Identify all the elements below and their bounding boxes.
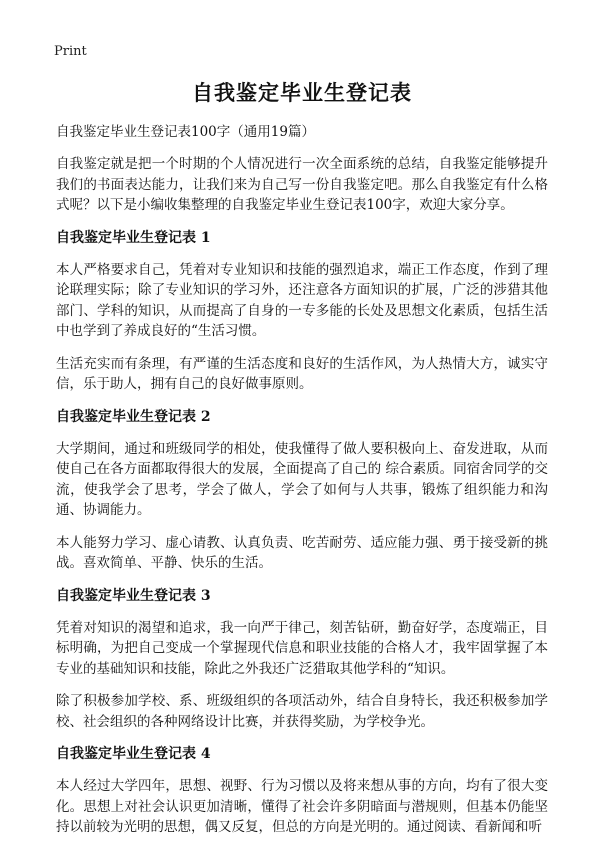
section-paragraph: 凭着对知识的渴望和追求，我一向严于律己，刻苦钻研，勤奋好学，态度端正，目标明确，为把自己变成一个掌握现代信息和职业技能的合格人才，我牢固掌握了本专业的基础知识和技能，除此之外我还广泛猎取其他学科的“知识。: [56, 619, 548, 677]
section-4: [56, 744, 548, 838]
page-title: 自我鉴定毕业生登记表: [192, 80, 412, 105]
section-3: [56, 586, 548, 733]
section-paragraph: 除了积极参加学校、系、班级组织的各项活动外，结合自身特长，我还积极参加学校、社会组织的各种网络设计比赛，并获得奖励，为学校争光。: [56, 693, 548, 730]
section-1: [56, 228, 548, 395]
section-heading: 自我鉴定毕业生登记表 4: [56, 746, 211, 762]
section-paragraph: 大学期间，通过和班级同学的相处，使我懂得了做人要积极向上、奋发进取，从而使自己在各方面都取得很大的发展，全面提高了自己的 综合素质。同宿舍同学的交流，使我学会了思考，学会了做人，学会了如何与人共事，锻炼了组织能力和沟通、协调能力。: [56, 440, 548, 518]
section-2: [56, 407, 548, 574]
section-heading: 自我鉴定毕业生登记表 1: [56, 229, 211, 246]
section-paragraph: 本人严格要求自己，凭着对专业知识和技能的强烈追求，端正工作态度，作到了理论联理实际；除了专业知识的学习外，还注意各方面知识的扩展，广泛的涉猎其他部门、学科的知识，从而提高了自身的一专多能的长处及思想文化素质，包括生活中也学到了养成良好的“生活习惯。: [56, 261, 548, 339]
section-paragraph: 本人能努力学习、虚心请教、认真负责、吃苦耐劳、适应能力强、勇于接受新的挑战。喜欢简单、平静、快乐的生活。: [56, 534, 548, 571]
print-link[interactable]: Print: [54, 44, 87, 59]
section-paragraph: 本人经过大学四年，思想、视野、行为习惯以及将来想从事的方向，均有了很大变化。思想上对社会认识更加清晰，懂得了社会许多阴暗面与潜规则，但基本仍能坚持以前较为光明的思想，偶又反复，但总的方向是光明的。通过阅读、看新闻和听: [56, 778, 548, 835]
section-heading: 自我鉴定毕业生登记表 2: [56, 408, 211, 425]
document-page: [56, 78, 548, 850]
intro-paragraph: 自我鉴定就是把一个时期的个人情况进行一次全面系统的总结，自我鉴定能够提升我们的书面表达能力，让我们来为自己写一份自我鉴定吧。那么自我鉴定有什么格式呢？以下是小编收集整理的自我鉴定毕业生登记表100字，欢迎大家分享。: [56, 156, 548, 213]
document-subtitle: 自我鉴定毕业生登记表100字（通用19篇）: [56, 124, 315, 140]
section-heading: 自我鉴定毕业生登记表 3: [56, 587, 211, 604]
section-paragraph: 生活充实而有条理，有严谨的生活态度和良好的生活作风，为人热情大方，诚实守信，乐于助人，拥有自己的良好做事原则。: [56, 355, 548, 392]
